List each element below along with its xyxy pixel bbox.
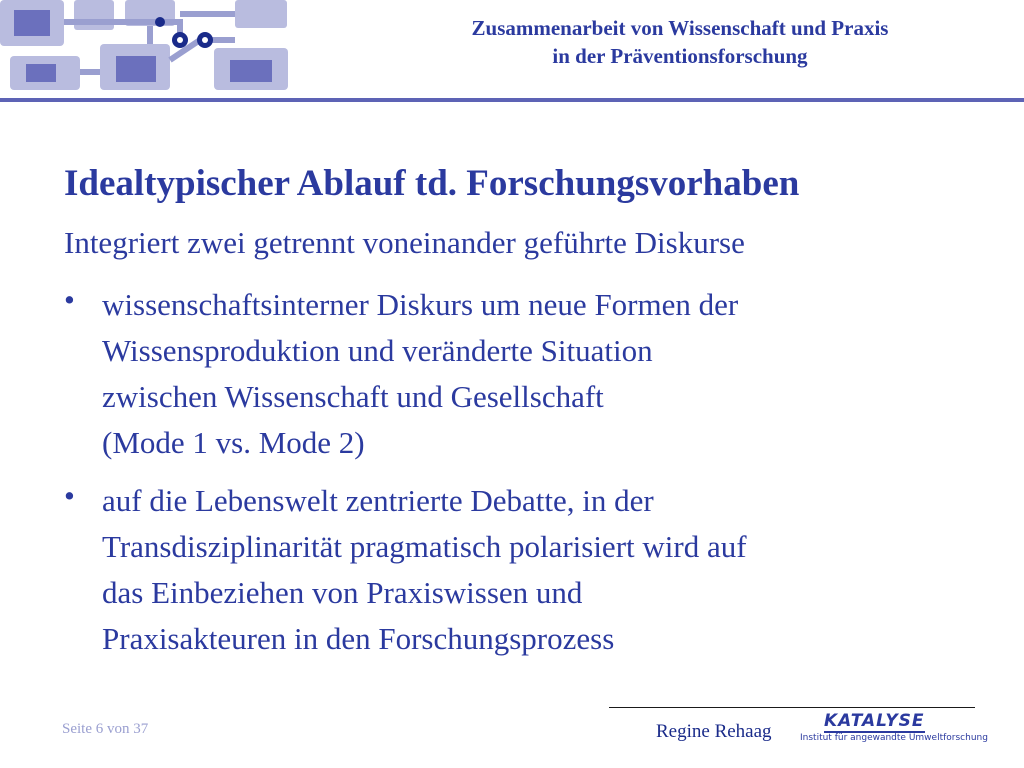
page-number: Seite 6 von 37 — [62, 721, 149, 737]
bullet-icon: • — [64, 478, 75, 513]
author-name: Regine Rehaag — [656, 721, 772, 742]
logo-subtitle: Institut für angewandte Umweltforschung — [800, 733, 988, 743]
bullet-item — [64, 478, 964, 662]
intro-text: Integriert zwei getrennt voneinander geführte Diskurse — [64, 225, 745, 260]
bullet-text-line: wissenschaftsinterner Diskurs um neue Formen der — [102, 287, 739, 322]
bullet-text-line: (Mode 1 vs. Mode 2) — [102, 425, 365, 460]
katalyse-logo — [800, 711, 988, 745]
bullet-text-line: Wissensproduktion und veränderte Situation — [102, 333, 653, 368]
bullet-text-line: zwischen Wissenschaft und Gesellschaft — [102, 379, 604, 414]
header-title — [380, 14, 980, 70]
circuit-board-graphic — [0, 0, 292, 92]
bullet-text-line: Praxisakteuren in den Forschungsprozess — [102, 621, 615, 656]
bullet-text-line: das Einbeziehen von Praxiswissen und — [102, 575, 583, 610]
bullet-list — [64, 282, 964, 674]
bullet-text-line: Transdisziplinarität pragmatisch polarisiert wird auf — [102, 529, 747, 564]
slide-heading: Idealtypischer Ablauf td. Forschungsvorhaben — [64, 163, 800, 204]
header-title-line: Zusammenarbeit von Wissenschaft und Praxis — [471, 16, 889, 40]
footer-divider — [609, 707, 975, 708]
bullet-item — [64, 282, 964, 466]
bullet-icon: • — [64, 282, 75, 317]
bullet-text-line: auf die Lebenswelt zentrierte Debatte, in der — [102, 483, 654, 518]
logo-name: KATALYSE — [824, 711, 925, 731]
header-title-line: in der Präventionsforschung — [552, 44, 808, 68]
header-divider — [0, 98, 1024, 102]
